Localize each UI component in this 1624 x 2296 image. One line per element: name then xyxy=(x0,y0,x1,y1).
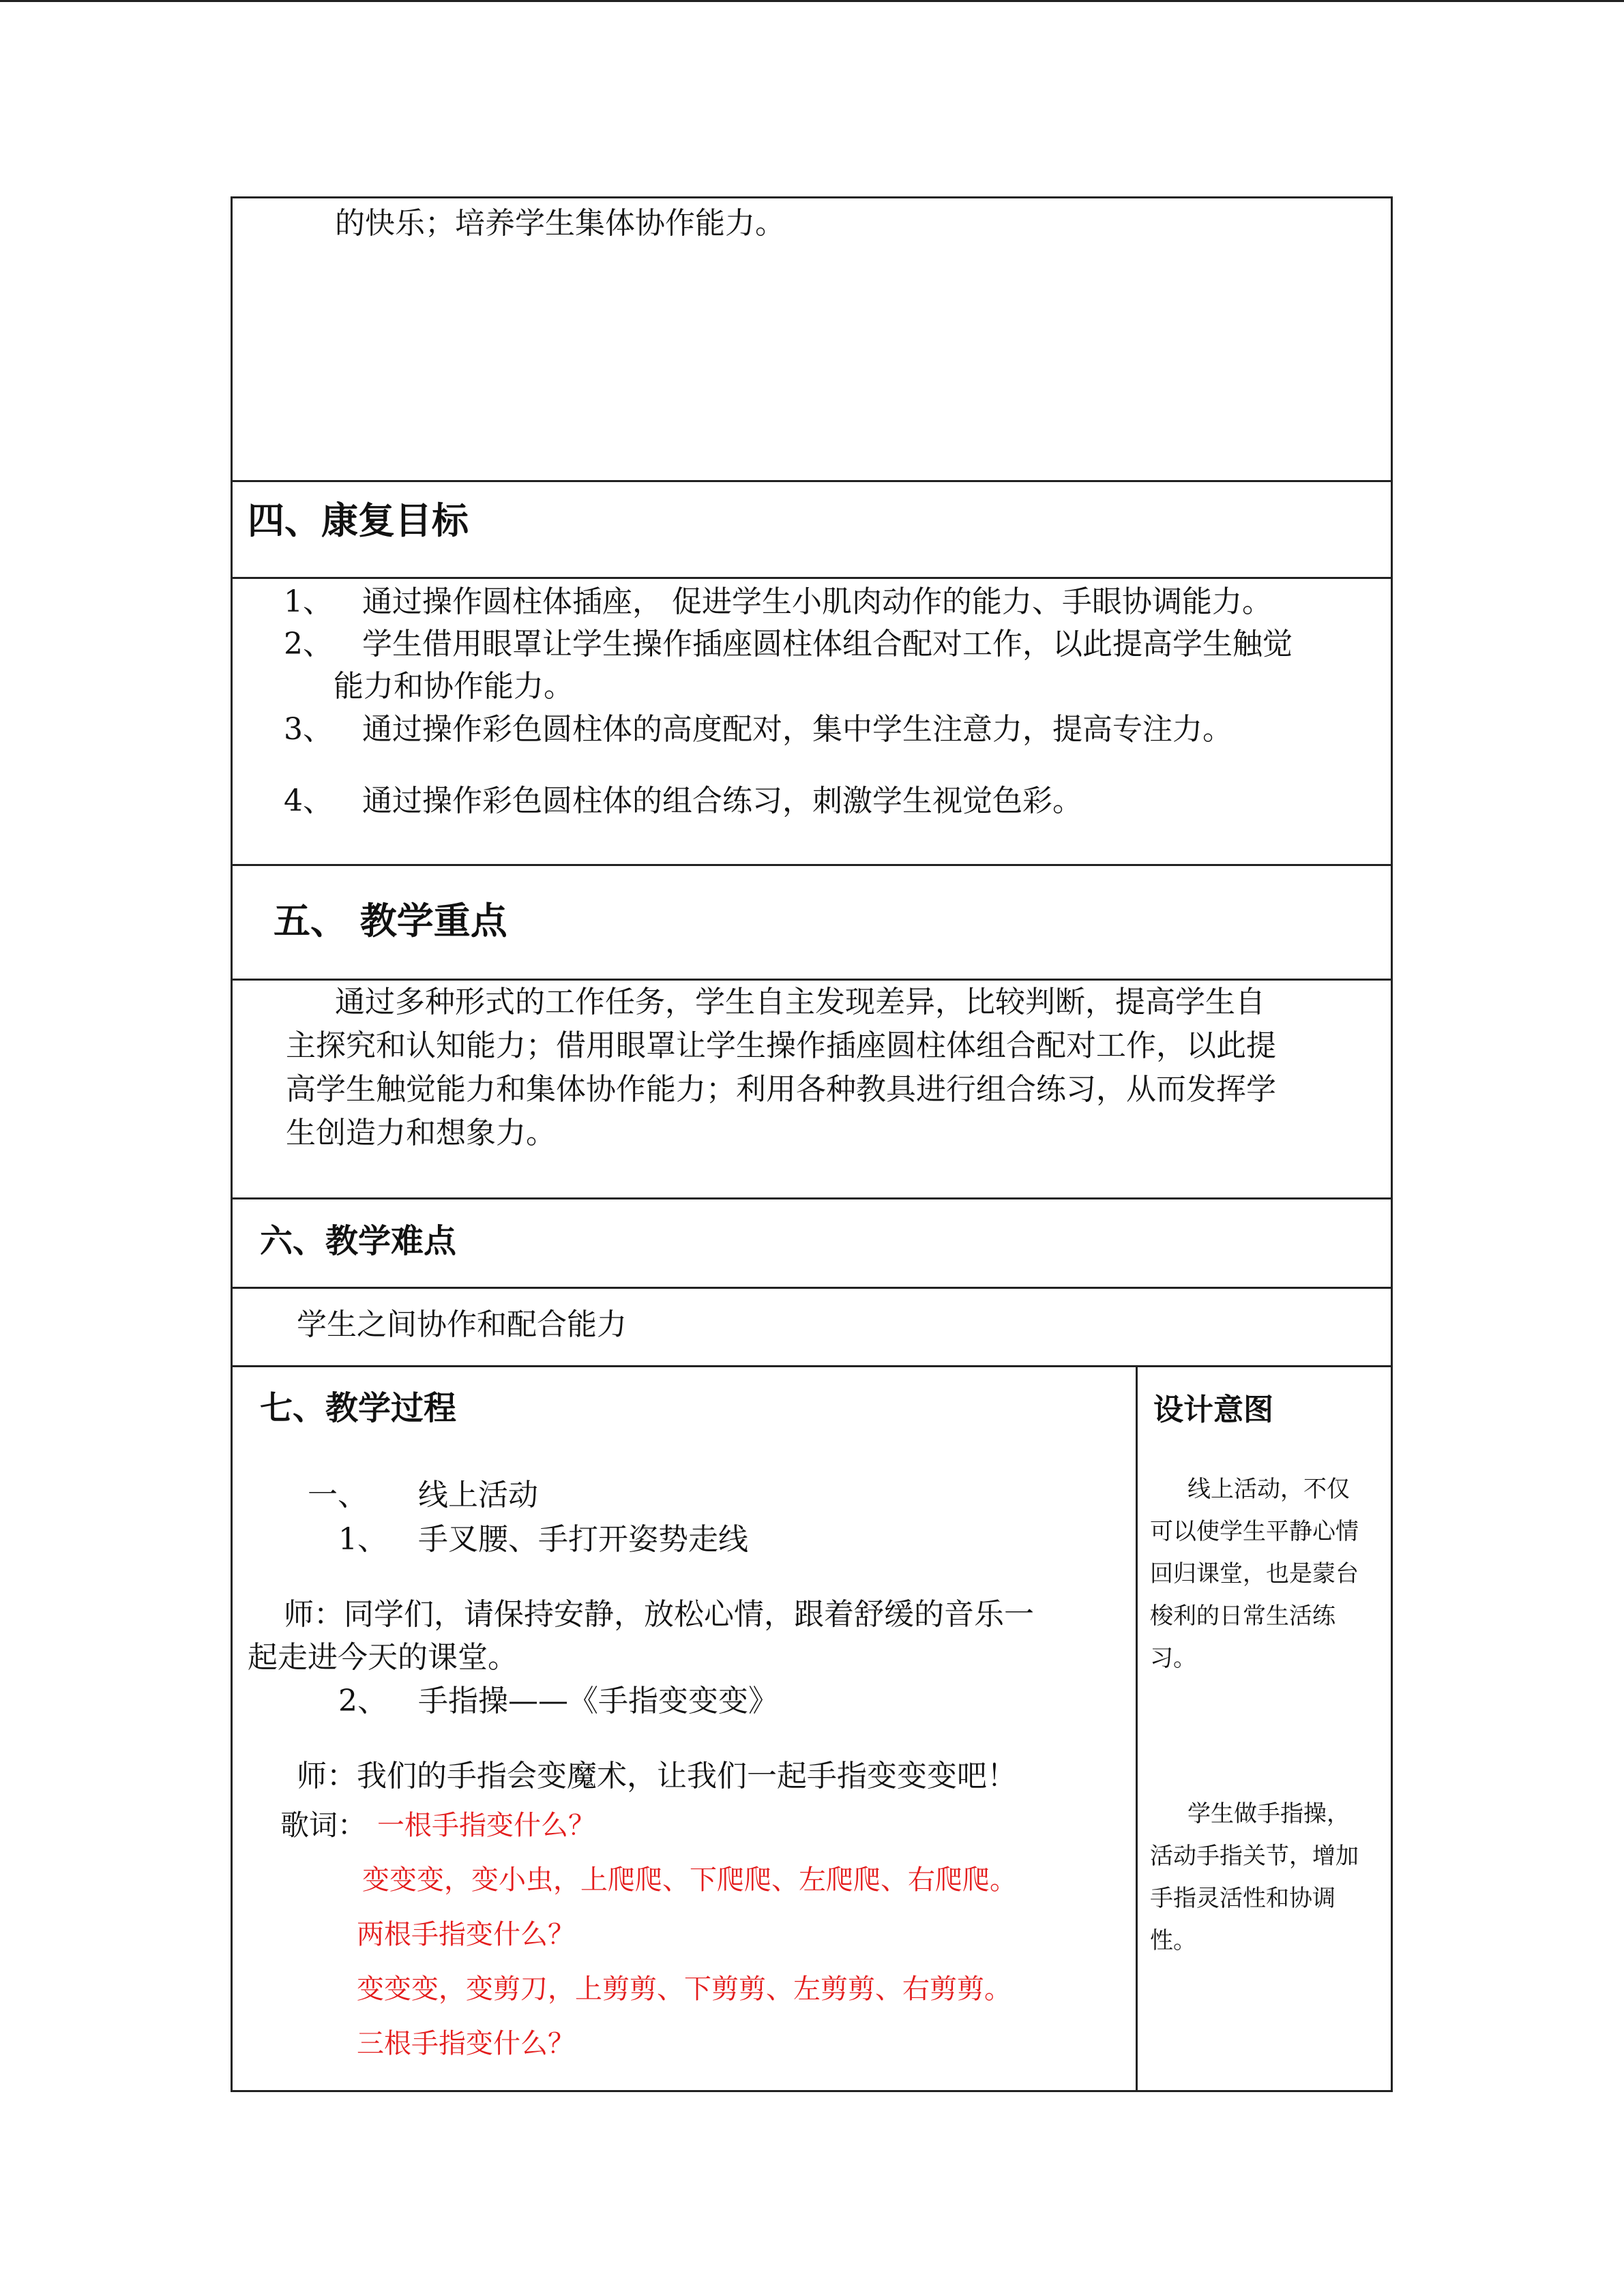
activity-title: 线上活动 xyxy=(418,1478,538,1512)
teacher1-line1: 师：同学们，请保持安静，放松心情，跟着舒缓的音乐一 xyxy=(284,1597,1034,1632)
goal-2-continuation: 能力和协作能力。 xyxy=(334,669,574,704)
focus-line-1: 通过多种形式的工作任务，学生自主发现差异，比较判断，提高学生自 xyxy=(335,985,1265,1019)
design-note1-line3: 回归课堂，也是蒙台 xyxy=(1150,1560,1359,1587)
teacher2-text: 师：我们的手指会变魔术，让我们一起手指变变变吧！ xyxy=(297,1759,1017,1793)
difficulty-text: 学生之间协作和配合能力 xyxy=(297,1307,627,1342)
goal-4-number: 4、 xyxy=(284,784,333,818)
lesson-plan-table xyxy=(231,196,1393,2092)
lyric-line-4: 变变变，变剪刀，上剪剪、下剪剪、左剪剪、右剪剪。 xyxy=(357,1973,1012,2005)
design-note2-line3: 手指灵活性和协调 xyxy=(1150,1885,1335,1912)
teacher1-line2: 起走进今天的课堂。 xyxy=(248,1640,518,1675)
lyrics-label: 歌词： xyxy=(280,1808,367,1842)
row-divider xyxy=(233,1365,1391,1367)
design-note1-line2: 可以使学生平静心情 xyxy=(1150,1518,1359,1545)
section4-title: 四、康复目标 xyxy=(248,499,469,542)
step1-number: 1、 xyxy=(338,1522,387,1557)
row-divider xyxy=(233,480,1391,482)
design-note1-line1: 线上活动，不仅 xyxy=(1187,1476,1350,1503)
row-divider xyxy=(233,979,1391,981)
design-note2-line4: 性。 xyxy=(1150,1927,1196,1954)
lyric-line-1: 一根手指变什么？ xyxy=(377,1810,595,1841)
design-intent-title: 设计意图 xyxy=(1153,1392,1273,1427)
goal-2-text: 学生借用眼罩让学生操作插座圆柱体组合配对工作，以此提高学生触觉 xyxy=(362,627,1293,661)
goal-3-text: 通过操作彩色圆柱体的高度配对，集中学生注意力，提高专注力。 xyxy=(362,712,1232,747)
design-note2-line1: 学生做手指操， xyxy=(1187,1800,1350,1828)
step1-text: 手叉腰、手打开姿势走线 xyxy=(418,1522,748,1557)
goal-1-text: 通过操作圆柱体插座， 促进学生小肌肉动作的能力、手眼协调能力。 xyxy=(362,584,1272,619)
step2-text: 手指操——《手指变变变》 xyxy=(418,1684,778,1718)
design-note1-line4: 梭利的日常生活练 xyxy=(1150,1602,1335,1630)
section6-title: 六、教学难点 xyxy=(260,1222,457,1260)
focus-line-4: 生创造力和想象力。 xyxy=(286,1116,556,1150)
lyric-line-2: 变变变，变小虫，上爬爬、下爬爬、左爬爬、右爬爬。 xyxy=(362,1864,1017,1896)
section5-title: 五、 教学重点 xyxy=(274,899,507,942)
focus-line-2: 主探究和认知能力；借用眼罩让学生操作插座圆柱体组合配对工作，以此提 xyxy=(286,1028,1276,1063)
design-note1-line5: 习。 xyxy=(1150,1645,1196,1672)
lyric-line-5: 三根手指变什么？ xyxy=(357,2028,575,2059)
goal-4-text: 通过操作彩色圆柱体的组合练习，刺激学生视觉色彩。 xyxy=(362,784,1082,818)
row-divider xyxy=(233,864,1391,866)
row-divider xyxy=(233,1287,1391,1289)
section3-tail-text: 的快乐；培养学生集体协作能力。 xyxy=(335,206,785,241)
step2-number: 2、 xyxy=(338,1684,387,1718)
section7-title: 七、教学过程 xyxy=(260,1389,457,1427)
focus-line-3: 高学生触觉能力和集体协作能力；利用各种教具进行组合练习，从而发挥学 xyxy=(286,1072,1276,1107)
lyric-line-3: 两根手指变什么？ xyxy=(357,1919,575,1950)
design-note2-line2: 活动手指关节，增加 xyxy=(1150,1843,1359,1870)
activity-number: 一、 xyxy=(308,1478,368,1512)
goal-1-number: 1、 xyxy=(284,584,333,619)
column-divider xyxy=(1136,1365,1138,2092)
row-divider xyxy=(233,577,1391,579)
page-top-rule xyxy=(0,0,1624,2)
goal-2-number: 2、 xyxy=(284,627,333,661)
row-divider xyxy=(233,1197,1391,1199)
goal-3-number: 3、 xyxy=(284,712,333,747)
